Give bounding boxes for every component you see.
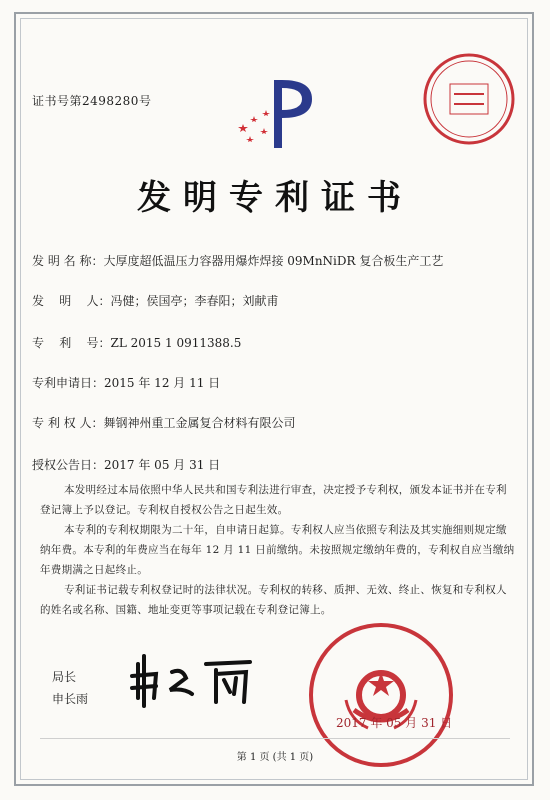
grant-date-row: [32, 456, 220, 473]
paragraph-2: 本专利的专利权期限为二十年，自申请日起算。专利权人应当依照专利法及其实施细则规定缴纳年费。本专利的年费应当在每年 12 月 11 日前缴纳。未按照规定缴纳年费的，专利权自应当缴纳年费期满之日起终止。: [40, 524, 515, 576]
certificate-title: 发明专利证书: [137, 178, 413, 218]
invention-name-label: 发 明 名 称：: [32, 254, 104, 268]
issue-date: 2017 年 05 月 31 日: [336, 716, 453, 730]
grant-date-value: 2017 年 05 月 31 日: [104, 458, 221, 472]
director-signature: [120, 646, 260, 716]
patentee-value: 舞钢神州重工金属复合材料有限公司: [103, 416, 296, 430]
director-title: 局长: [52, 670, 77, 684]
certificate-number: 证书号第2498280号: [32, 94, 152, 108]
paragraph-3: 专利证书记载专利权登记时的法律状况。专利权的转移、质押、无效、终止、恢复和专利权人的姓名或名称、国籍、地址变更等事项记载在专利登记簿上。: [40, 584, 507, 616]
invention-name-value: 大厚度超低温压力容器用爆炸焊接 09MnNiDR 复合板生产工艺: [103, 254, 444, 268]
inventors-row: [32, 292, 279, 309]
director-name: 申长雨: [52, 692, 89, 706]
inventors-value: 冯健；侯国亭；李春阳；刘献甫: [110, 294, 279, 308]
patent-office-logo-icon: [228, 74, 318, 154]
patent-number-value: ZL 2015 1 0911388.5: [110, 336, 242, 350]
patent-number-label: 专 利 号：: [32, 336, 111, 350]
tax-stamp-icon: [420, 50, 518, 148]
patentee-label: 专 利 权 人：: [32, 416, 104, 430]
patent-number-row: [32, 334, 241, 351]
footer-divider: [40, 738, 510, 739]
filing-date-label: 专利申请日：: [32, 376, 105, 390]
invention-name-row: [32, 252, 443, 269]
filing-date-value: 2015 年 12 月 11 日: [104, 376, 221, 390]
patentee-row: [32, 414, 295, 431]
grant-date-label: 授权公告日：: [32, 458, 105, 472]
paragraph-1: 本发明经过本局依照中华人民共和国专利法进行审查，决定授予专利权，颁发本证书并在专利登记簿上予以登记。专利权自授权公告之日起生效。: [40, 484, 507, 516]
inventors-label: 发 明 人：: [32, 294, 111, 308]
filing-date-row: [32, 374, 220, 391]
page-footer: 第 1 页 (共 1 页): [236, 752, 314, 763]
